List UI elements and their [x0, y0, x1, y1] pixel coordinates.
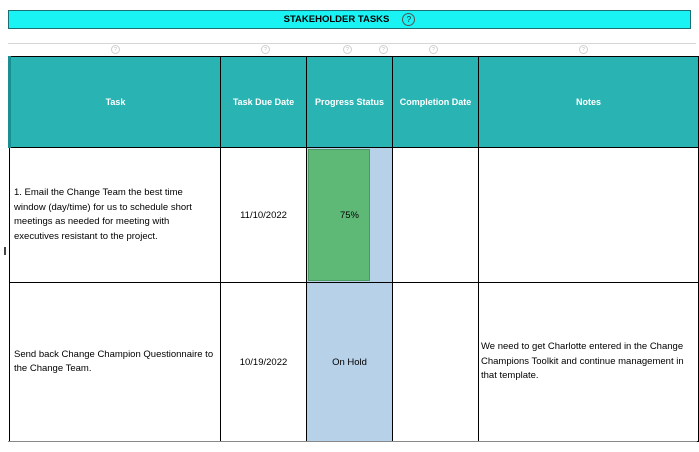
completion-date-cell[interactable] — [393, 283, 479, 442]
progress-status-cell[interactable] — [307, 283, 393, 442]
column-header-progress-status[interactable]: Progress Status — [307, 57, 393, 148]
task-cell[interactable]: Send back Change Champion Questionnaire to the Change Team. — [10, 283, 221, 442]
task-cell[interactable]: 1. Email the Change Team the best time window (day/time) for us to schedule short meetings as needed for meeting with executives resistant to the project. — [10, 148, 221, 283]
question-circle-icon[interactable]: ? — [111, 45, 120, 54]
due-date-cell[interactable]: 10/19/2022 — [221, 283, 307, 442]
sheet-title: STAKEHOLDER TASKS — [283, 14, 390, 25]
table-row — [10, 148, 699, 283]
question-circle-icon[interactable]: ? — [379, 45, 388, 54]
table-row — [10, 283, 699, 442]
question-circle-icon[interactable]: ? — [429, 45, 438, 54]
question-circle-icon[interactable]: ? — [579, 45, 588, 54]
stakeholder-tasks-table — [8, 56, 699, 442]
progress-label: 75% — [339, 209, 359, 221]
question-circle-icon[interactable]: ? — [261, 45, 270, 54]
table-header-row — [10, 57, 699, 148]
progress-status-cell[interactable] — [307, 148, 393, 283]
notes-cell[interactable]: We need to get Charlotte entered in the Change Champions Toolkit and continue management in that template. — [479, 283, 699, 442]
row-marker — [4, 247, 6, 255]
question-circle-icon[interactable]: ? — [343, 45, 352, 54]
gridline — [8, 441, 697, 442]
column-header-due-date[interactable]: Task Due Date — [221, 57, 307, 148]
due-date-cell[interactable]: 11/10/2022 — [221, 148, 307, 283]
completion-date-cell[interactable] — [393, 148, 479, 283]
sheet-title-bar — [8, 10, 691, 29]
column-header-notes[interactable]: Notes — [479, 57, 699, 148]
progress-label: On Hold — [332, 356, 367, 368]
column-header-task[interactable]: Task — [10, 57, 221, 148]
gridline — [8, 43, 696, 44]
question-circle-icon[interactable]: ? — [402, 13, 415, 26]
column-header-completion-date[interactable]: Completion Date — [393, 57, 479, 148]
notes-cell[interactable] — [479, 148, 699, 283]
